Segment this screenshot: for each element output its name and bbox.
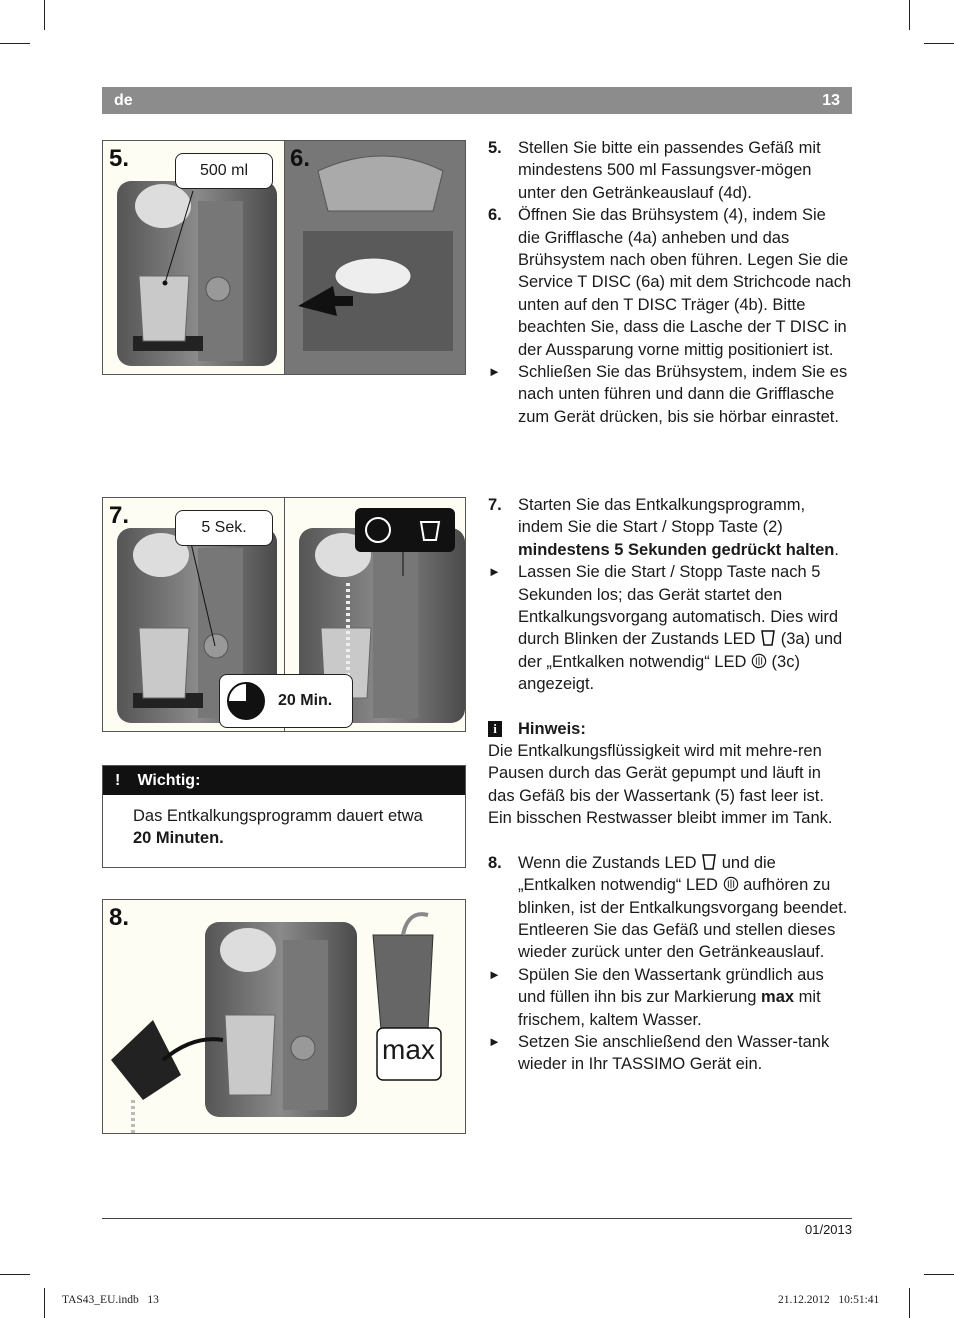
clock-icon (224, 679, 268, 723)
step-7-action (488, 561, 852, 695)
figure-label: 5. (109, 145, 130, 172)
crop-mark (924, 1274, 954, 1275)
figure-label: 6. (290, 145, 311, 172)
instructions (488, 137, 852, 428)
figure-step-8 (102, 899, 466, 1134)
header-bar (102, 87, 852, 114)
step-text: Spülen Sie den Wassertank gründlich aus und füllen ihn bis zur Markierung (518, 965, 824, 1007)
language-code: de (114, 92, 133, 109)
figure-step-7 (102, 497, 466, 732)
important-header (103, 766, 465, 795)
important-title: Wichtig: (137, 772, 201, 789)
step-text: Schließen Sie das Brühsystem, indem Sie es nach unten führen und dann die Grifflasche zum Gerät drücken, bis sie hörbar einrastet. (518, 363, 848, 426)
figure-steps-5-6 (102, 140, 466, 375)
step-8-action-2 (488, 1031, 852, 1076)
step-number: 8. (488, 853, 502, 872)
crop-mark (44, 1288, 45, 1318)
timer-label: 20 Min. (278, 692, 333, 709)
step-emphasis: max (761, 988, 795, 1007)
print-slug-timestamp: 21.12.2012 10:51:41 (778, 1294, 880, 1306)
crop-mark (924, 43, 954, 44)
exclamation-icon: ! (115, 772, 121, 789)
footer-rule (102, 1218, 852, 1219)
step-6-action (488, 361, 852, 428)
step-8 (488, 852, 852, 964)
page-number: 13 (822, 92, 840, 109)
step-5 (488, 137, 852, 204)
step-text: (3c) angezeigt. (518, 652, 800, 694)
timer-callout (219, 674, 353, 728)
cup-led-icon (760, 629, 776, 647)
important-note (102, 765, 466, 868)
step-text: Stellen Sie bitte ein passendes Gefäß mit mindestens 500 ml Fassungsver-mögen unter den Getränkeauslauf (4d). (518, 139, 821, 202)
crop-mark (0, 43, 30, 44)
step-text: Starten Sie das Entkalkungsprogramm, indem Sie die Start / Stopp Taste (2) (518, 496, 806, 537)
hint-header (488, 718, 852, 740)
triangle-right-icon: ► (488, 364, 501, 380)
step-text: (3a) und der „Entkalken notwendig“ LED (518, 630, 843, 671)
step-text: Wenn die Zustands LED (518, 853, 702, 872)
crop-mark (0, 1274, 30, 1275)
step-text: Lassen Sie die Start / Stopp Taste nach 5 Sekunden los; das Gerät startet den Entkalkungsvorgang automatisch. Dies wird durch Blinken der Zustands LED (518, 563, 839, 649)
step-text: Öffnen Sie das Brühsystem (4), indem Sie die Grifflasche (4a) anheben und das Brühsystem nach oben führen. Legen Sie die Service T DISC (6a) mit dem Strichcode nach unten auf den T DISC Träger (4b). Bitte beachten Sie, dass die Lasche der T DISC in der Aussparung vorne mittig positioniert ist. (518, 206, 852, 359)
step-text: Setzen Sie anschließend den Wasser-tank wieder in Ihr TASSIMO Gerät ein. (518, 1032, 830, 1074)
descale-led-icon (723, 875, 739, 893)
figure-label: 8. (109, 904, 130, 931)
descale-led-icon (751, 652, 767, 670)
important-duration: 20 Minuten. (133, 829, 224, 848)
step-text: . (834, 540, 839, 559)
step-number: 5. (488, 139, 502, 157)
triangle-right-icon: ► (488, 1033, 501, 1049)
illustration-empty-container (103, 900, 465, 1133)
duration-callout: 5 Sek. (175, 510, 273, 546)
figure-label: 7. (109, 502, 130, 529)
important-text: Das Entkalkungsprogramm dauert etwa (133, 807, 423, 825)
step-7 (488, 494, 852, 561)
info-icon: i (488, 721, 502, 737)
step-text: und die „Entkalken notwendig“ LED (518, 853, 776, 895)
max-marker: max (382, 1034, 435, 1065)
step-number: 6. (488, 206, 502, 225)
step-6 (488, 204, 852, 361)
hint-title: Hinweis: (518, 719, 586, 738)
triangle-right-icon: ► (488, 564, 501, 580)
instructions (488, 494, 852, 1076)
print-slug-file: TAS43_EU.indb 13 (62, 1294, 159, 1306)
step-8-action-1 (488, 964, 852, 1031)
triangle-right-icon: ► (488, 966, 501, 982)
step-text: mit frischem, kaltem Wasser. (518, 988, 821, 1029)
volume-callout: 500 ml (175, 153, 273, 189)
crop-mark (909, 1288, 910, 1318)
step-emphasis: mindestens 5 Sekunden gedrückt halten (518, 540, 835, 559)
cup-led-icon (701, 853, 717, 871)
crop-mark (909, 0, 910, 30)
crop-mark (44, 0, 45, 30)
step-text: aufhören zu blinken, ist der Entkalkungsvorgang beendet. Entleeren Sie das Gefäß und stellen dieses wieder zurück unter den Getränkeauslauf. (518, 876, 848, 962)
hint-body: Die Entkalkungsflüssigkeit wird mit mehre-ren Pausen durch das Gerät gepumpt und läuft in das Gefäß bis der Wassertank (5) fast leer ist. Ein bisschen Restwasser bleibt immer im Tank. (488, 742, 833, 828)
step-number: 7. (488, 496, 502, 514)
footer-date: 01/2013 (805, 1222, 852, 1237)
figure-divider (284, 141, 285, 374)
important-body (103, 795, 465, 860)
